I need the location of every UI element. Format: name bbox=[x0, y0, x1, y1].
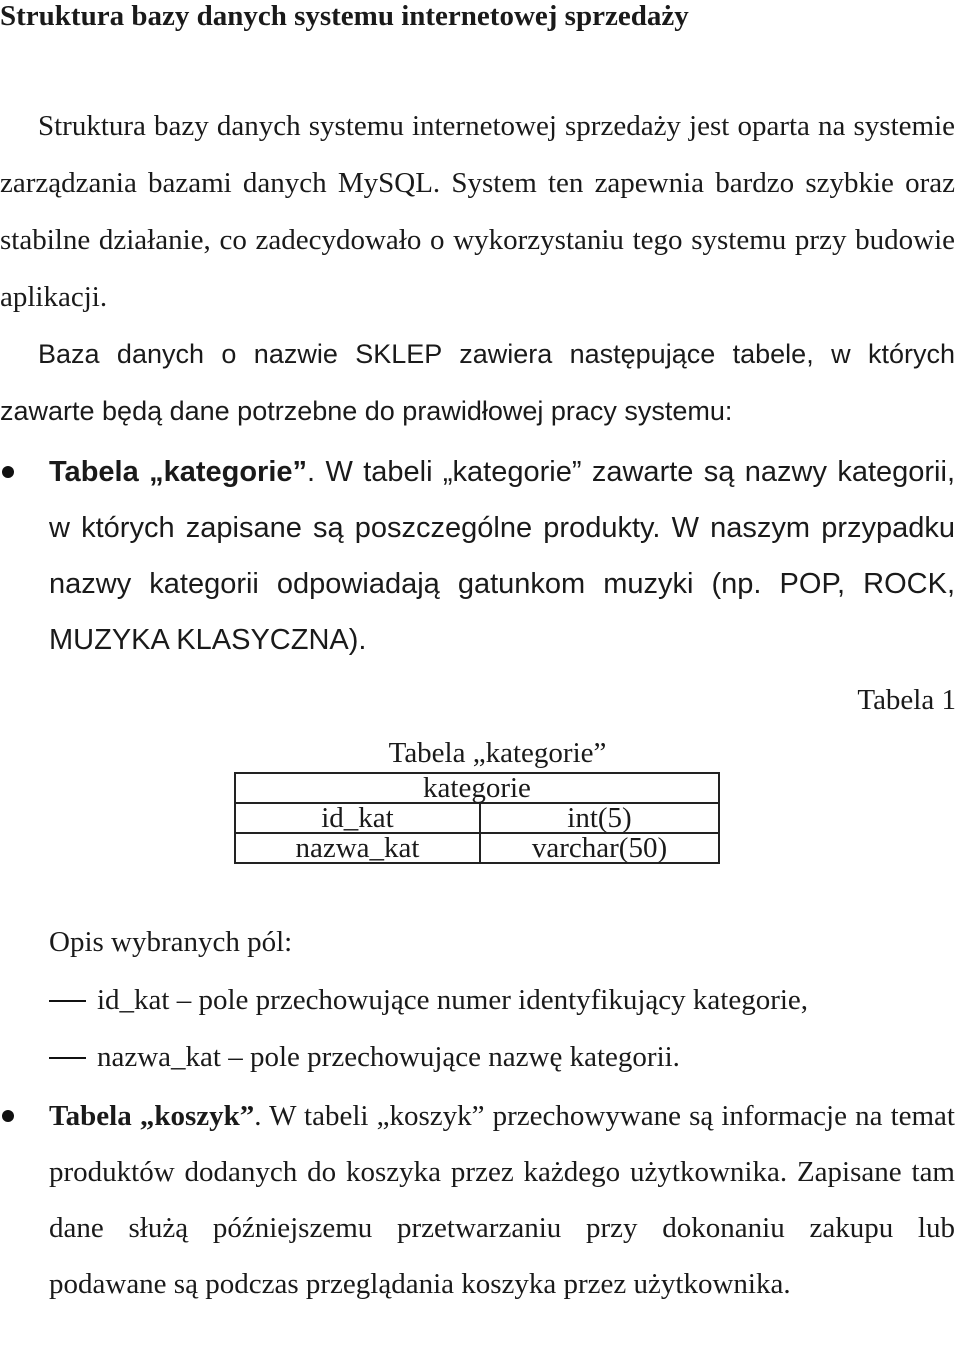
bullet-koszyk-body: . W tabeli „koszyk” przechowywane są informacje na temat produktów dodanych do koszyka przez każdego użytkownika. Zapisane tam dane służą późniejszemu przetwarzaniu przy dokonaniu zakupu lub podawane są podczas przeglądania koszyka przez użytkownika. bbox=[49, 1100, 955, 1300]
bullet-kategorie-body: . W tabeli „kategorie” zawarte są nazwy kategorii, w których zapisane są poszczególne produkty. W naszym przypadku nazwy kategorii odpowiadają gatunkom muzyki (np. POP, ROCK, MUZYKA KLASYCZNA). bbox=[49, 456, 956, 656]
intro-paragraph bbox=[0, 98, 955, 326]
field-description-text: nazwa_kat – pole przechowujące nazwę kategorii. bbox=[97, 1041, 680, 1073]
tables-intro-paragraph bbox=[0, 326, 955, 440]
table-row bbox=[235, 833, 719, 863]
intro-paragraph-text: Struktura bazy danych systemu internetowej sprzedaży jest oparta na systemie zarządzania bazami danych MySQL. System ten zapewnia bardzo szybkie oraz stabilne działanie, co zadecydowało o wykorzystaniu tego systemu przy budowie aplikacji. bbox=[0, 110, 955, 313]
table-caption: Tabela 1 bbox=[857, 684, 956, 716]
kategorie-table bbox=[234, 772, 720, 864]
table-row bbox=[235, 803, 719, 833]
field-name-cell: id_kat bbox=[235, 803, 480, 833]
field-description-text: id_kat – pole przechowujące numer identyfikujący kategorie, bbox=[97, 984, 809, 1016]
bullet-dot-icon bbox=[2, 1110, 14, 1122]
field-name-cell: nazwa_kat bbox=[235, 833, 480, 863]
bullet-koszyk-text bbox=[49, 1088, 955, 1312]
page-title: Struktura bazy danych systemu internetowej sprzedaży bbox=[0, 0, 689, 32]
table-header-row bbox=[235, 773, 719, 803]
tables-intro-text: Baza danych o nazwie SKLEP zawiera następujące tabele, w których zawarte będą dane potrzebne do prawidłowej pracy systemu: bbox=[0, 339, 955, 426]
field-type-cell: varchar(50) bbox=[480, 833, 719, 863]
bullet-koszyk-heading: Tabela „koszyk” bbox=[49, 1100, 255, 1132]
dash-icon bbox=[49, 1057, 86, 1059]
fields-description-label: Opis wybranych pól: bbox=[49, 926, 293, 958]
bullet-kategorie-heading: Tabela „kategorie” bbox=[49, 456, 308, 488]
table-title: Tabela „kategorie” bbox=[388, 737, 607, 769]
dash-icon bbox=[49, 1000, 86, 1002]
bullet-kategorie-text bbox=[49, 444, 955, 668]
bullet-dot-icon bbox=[2, 466, 14, 478]
field-type-cell: int(5) bbox=[480, 803, 719, 833]
table-header: kategorie bbox=[235, 773, 719, 803]
